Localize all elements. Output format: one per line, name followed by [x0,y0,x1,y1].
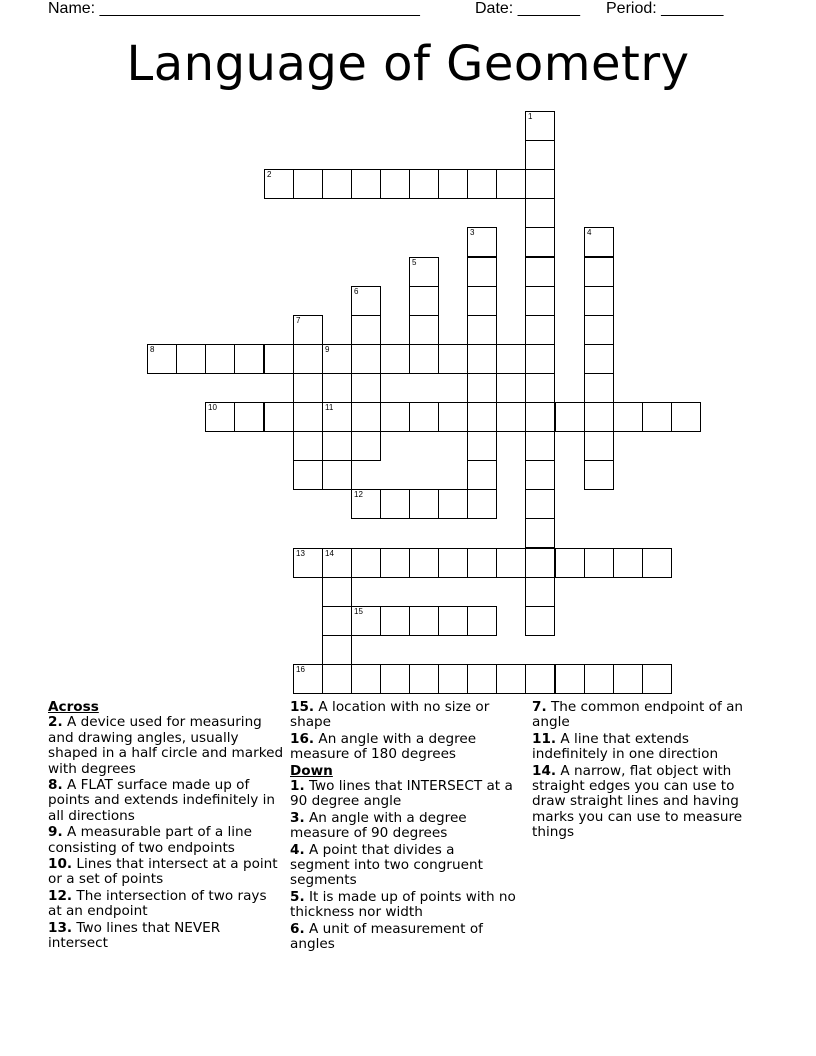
grid-cell[interactable] [322,548,352,578]
grid-cell[interactable] [322,431,352,461]
grid-cell[interactable] [496,664,526,694]
period-field[interactable]: Period: _______ [606,0,724,17]
grid-cell[interactable] [147,344,177,374]
puzzle-title: Language of Geometry [126,36,690,92]
grid-cell[interactable] [525,460,555,490]
clue-number-label: 5 [412,258,417,267]
grid-cell[interactable] [584,373,614,403]
grid-cell[interactable] [525,548,555,578]
grid-cell[interactable] [351,489,381,519]
grid-cell[interactable] [584,431,614,461]
clue-number-label: 15 [354,607,363,616]
grid-cell[interactable] [613,548,643,578]
grid-cell[interactable] [642,664,672,694]
grid-cell[interactable] [380,489,410,519]
across-clue-2: 2. A device used for measuring and drawing angles, usually shaped in a half circle and marked with degrees [48,714,284,777]
grid-cell[interactable] [467,460,497,490]
grid-cell[interactable] [409,664,439,694]
grid-cell[interactable] [525,198,555,228]
clue-number-label: 11 [325,403,334,412]
grid-cell[interactable] [322,344,352,374]
grid-cell[interactable] [525,577,555,607]
grid-cell[interactable] [176,344,206,374]
grid-cell[interactable] [380,402,410,432]
grid-cell[interactable] [351,373,381,403]
clue-number-label: 2 [267,170,272,179]
across-clue-9: 9. A measurable part of a line consisting of two endpoints [48,824,253,856]
grid-cell[interactable] [409,548,439,578]
grid-cell[interactable] [351,315,381,345]
grid-cell[interactable] [525,140,555,170]
down-clue-6: 6. A unit of measurement of angles [290,920,483,953]
grid-cell[interactable] [322,664,352,694]
grid-cell[interactable] [234,402,264,432]
grid-cell[interactable] [584,344,614,374]
grid-cell[interactable] [525,315,555,345]
grid-cell[interactable] [409,286,439,316]
down-clue-3: 3. An angle with a degree measure of 90 degrees [290,809,467,842]
grid-cell[interactable] [264,402,294,432]
grid-cell[interactable] [467,489,497,519]
clue-number-label: 16 [296,665,305,674]
grid-cell[interactable] [525,518,555,548]
grid-cell[interactable] [525,111,555,141]
grid-cell[interactable] [322,460,352,490]
grid-cell[interactable] [525,227,555,257]
grid-cell[interactable] [525,606,555,636]
grid-cell[interactable] [525,431,555,461]
grid-cell[interactable] [380,169,410,199]
grid-cell[interactable] [555,548,585,578]
across-clue-15: 15. A location with no size or shape [290,699,490,731]
grid-cell[interactable] [409,489,439,519]
grid-cell[interactable] [380,344,410,374]
grid-cell[interactable] [525,344,555,374]
grid-cell[interactable] [467,431,497,461]
grid-cell[interactable] [584,257,614,287]
across-clue-13: 13. Two lines that NEVER intersect [48,919,221,952]
clues-column-3 [532,700,768,842]
grid-cell[interactable] [496,344,526,374]
across-clue-16: 16. An angle with a degree measure of 180 degrees [290,730,477,763]
grid-cell[interactable] [293,548,323,578]
grid-cell[interactable] [467,227,497,257]
clue-number-label: 6 [354,287,359,296]
grid-cell[interactable] [584,315,614,345]
grid-cell[interactable] [351,286,381,316]
clue-number-label: 7 [296,316,301,325]
grid-cell[interactable] [293,315,323,345]
grid-cell[interactable] [496,548,526,578]
grid-cell[interactable] [409,257,439,287]
name-field[interactable]: Name: ____________________________________ [48,0,420,17]
grid-cell[interactable] [293,344,323,374]
grid-cell[interactable] [293,402,323,432]
grid-cell[interactable] [438,664,468,694]
grid-cell[interactable] [438,169,468,199]
clue-number-label: 9 [325,345,330,354]
grid-cell[interactable] [322,402,352,432]
grid-cell[interactable] [351,344,381,374]
grid-cell[interactable] [322,169,352,199]
across-clue-8: 8. A FLAT surface made up of points and extends indefinitely in all directions [48,777,276,824]
grid-cell[interactable] [351,169,381,199]
grid-cell[interactable] [409,344,439,374]
clue-number-label: 14 [325,549,334,558]
grid-cell[interactable] [409,169,439,199]
grid-cell[interactable] [322,577,352,607]
grid-cell[interactable] [322,635,352,665]
grid-cell[interactable] [205,344,235,374]
grid-cell[interactable] [525,489,555,519]
grid-cell[interactable] [322,606,352,636]
grid-cell[interactable] [555,664,585,694]
grid-cell[interactable] [467,664,497,694]
student-info-header [48,0,768,18]
clue-number-label: 1 [528,112,533,121]
down-clue-4: 4. A point that divides a segment into two congruent segments [290,841,483,889]
grid-cell[interactable] [380,664,410,694]
grid-cell[interactable] [351,402,381,432]
date-field[interactable]: Date: _______ [475,0,580,17]
grid-cell[interactable] [584,286,614,316]
clue-number-label: 10 [208,403,217,412]
clue-number-label: 4 [587,228,592,237]
across-clue-10: 10. Lines that intersect at a point or a set of points [48,856,278,888]
grid-cell[interactable] [525,257,555,287]
grid-cell[interactable] [438,606,468,636]
grid-cell[interactable] [438,489,468,519]
grid-cell[interactable] [467,257,497,287]
grid-cell[interactable] [496,402,526,432]
clues-column-2 [290,700,518,954]
grid-cell[interactable] [584,460,614,490]
across-heading: Across [48,699,99,715]
down-clue-7: 7. The common endpoint of an angle [532,699,744,731]
grid-cell[interactable] [351,664,381,694]
clues-column-1 [48,700,284,953]
grid-cell[interactable] [234,344,264,374]
down-heading: Down [290,762,333,779]
clue-number-label: 3 [470,228,475,237]
grid-cell[interactable] [293,373,323,403]
grid-cell[interactable] [351,606,381,636]
grid-cell[interactable] [525,169,555,199]
grid-cell[interactable] [642,402,672,432]
grid-cell[interactable] [380,606,410,636]
across-clue-12: 12. The intersection of two rays at an endpoint [48,887,267,920]
down-clue-14: 14. A narrow, flat object with straight edges you can use to draw straight lines and having marks you can use to measure things [532,762,743,841]
grid-cell[interactable] [438,344,468,374]
grid-cell[interactable] [467,315,497,345]
grid-cell[interactable] [467,548,497,578]
grid-cell[interactable] [409,402,439,432]
grid-cell[interactable] [293,664,323,694]
grid-cell[interactable] [351,431,381,461]
clue-number-label: 13 [296,549,305,558]
down-clue-1: 1. Two lines that INTERSECT at a 90 degree angle [290,778,513,810]
grid-cell[interactable] [409,606,439,636]
grid-cell[interactable] [584,664,614,694]
grid-cell[interactable] [467,373,497,403]
grid-cell[interactable] [671,402,701,432]
grid-cell[interactable] [467,606,497,636]
grid-cell[interactable] [584,227,614,257]
grid-cell[interactable] [205,402,235,432]
grid-cell[interactable] [467,402,497,432]
down-clue-11: 11. A line that extends indefinitely in one direction [532,730,719,763]
grid-cell[interactable] [525,664,555,694]
grid-cell[interactable] [380,548,410,578]
grid-cell[interactable] [293,169,323,199]
grid-cell[interactable] [409,315,439,345]
grid-cell[interactable] [525,402,555,432]
grid-cell[interactable] [584,402,614,432]
grid-cell[interactable] [351,548,381,578]
grid-cell[interactable] [496,169,526,199]
clue-number-label: 8 [150,345,155,354]
down-clue-5: 5. It is made up of points with no thickness nor width [290,888,516,921]
grid-cell[interactable] [467,344,497,374]
grid-cell[interactable] [642,548,672,578]
grid-cell[interactable] [467,286,497,316]
grid-cell[interactable] [525,286,555,316]
grid-cell[interactable] [525,373,555,403]
grid-cell[interactable] [467,169,497,199]
grid-cell[interactable] [264,344,294,374]
grid-cell[interactable] [555,402,585,432]
grid-cell[interactable] [613,402,643,432]
grid-cell[interactable] [264,169,294,199]
grid-cell[interactable] [613,664,643,694]
clue-number-label: 12 [354,490,363,499]
grid-cell[interactable] [293,431,323,461]
grid-cell[interactable] [438,548,468,578]
grid-cell[interactable] [438,402,468,432]
grid-cell[interactable] [584,548,614,578]
grid-cell[interactable] [293,460,323,490]
